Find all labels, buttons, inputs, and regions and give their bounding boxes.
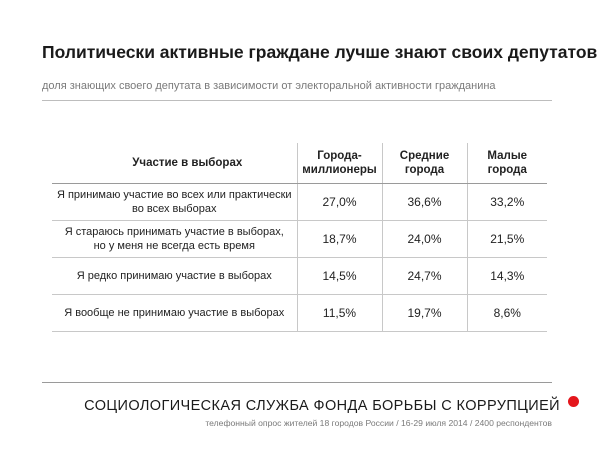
table-row <box>52 295 547 332</box>
table-cell-value: 24,0% <box>382 221 467 258</box>
table-cell-value: 21,5% <box>467 221 547 258</box>
table-row <box>52 221 547 258</box>
table-cell-value: 19,7% <box>382 295 467 332</box>
top-divider <box>42 100 552 101</box>
table-cell-value: 14,5% <box>297 258 382 295</box>
table-row <box>52 184 547 221</box>
table-cell-value: 27,0% <box>297 184 382 221</box>
footer-survey-note: телефонный опрос жителей 18 городов России / 16-29 июля 2014 / 2400 респондентов <box>205 418 552 428</box>
table-cell-value: 18,7% <box>297 221 382 258</box>
red-dot-logo <box>568 396 579 407</box>
bottom-divider <box>42 382 552 383</box>
row-label: Я принимаю участие во всех или практически во всех выборах <box>52 184 297 221</box>
table-row <box>52 258 547 295</box>
table-header-row <box>52 143 547 184</box>
row-label: Я вообще не принимаю участие в выборах <box>52 295 297 332</box>
table-cell-value: 14,3% <box>467 258 547 295</box>
chart-title: Политически активные граждане лучше знают своих депутатов <box>42 42 598 62</box>
footer-organization: СОЦИОЛОГИЧЕСКАЯ СЛУЖБА ФОНДА БОРЬБЫ С КОРРУПЦИЕЙ <box>84 398 560 414</box>
row-label: Я стараюсь принимать участие в выборах, но у меня не всегда есть время <box>52 221 297 258</box>
table-cell-value: 8,6% <box>467 295 547 332</box>
table-cell-value: 33,2% <box>467 184 547 221</box>
column-header-small-cities: Малые города <box>467 143 547 184</box>
chart-subtitle: доля знающих своего депутата в зависимости от электоральной активности гражданина <box>42 80 496 92</box>
column-header-participation: Участие в выборах <box>52 143 297 184</box>
column-header-million-cities: Города- миллионеры <box>297 143 382 184</box>
table-cell-value: 11,5% <box>297 295 382 332</box>
table-cell-value: 24,7% <box>382 258 467 295</box>
row-label: Я редко принимаю участие в выборах <box>52 258 297 295</box>
table-cell-value: 36,6% <box>382 184 467 221</box>
column-header-medium-cities: Средние города <box>382 143 467 184</box>
data-table <box>52 143 547 332</box>
